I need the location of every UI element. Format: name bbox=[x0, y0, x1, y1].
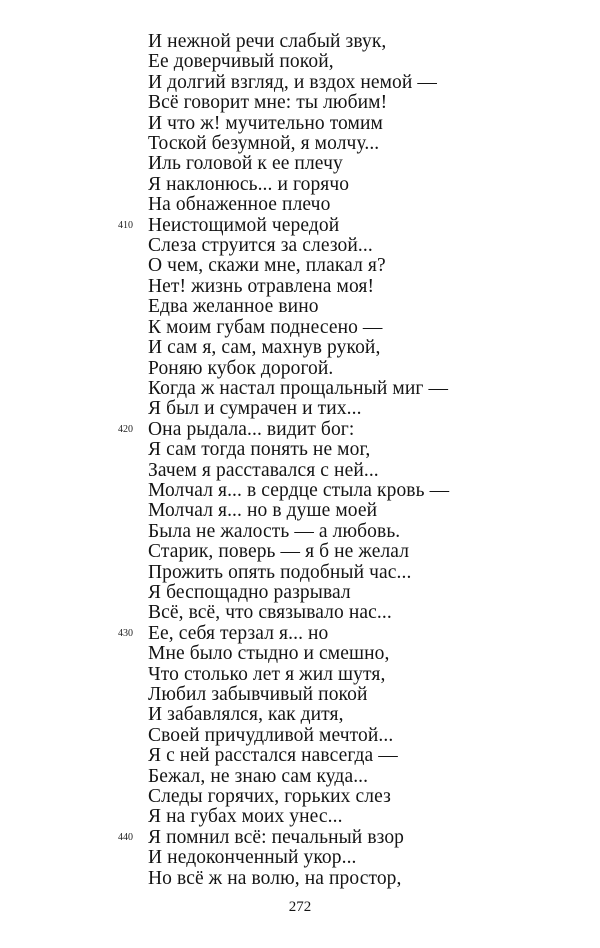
poem-line bbox=[148, 73, 568, 93]
poem-line-text: Иль головой к ее плечу bbox=[148, 153, 343, 175]
poem-line-text: Я сам тогда понять не мог, bbox=[148, 439, 371, 461]
poem-line bbox=[148, 359, 568, 379]
poem-line-text: Молчал я... но в душе моей bbox=[148, 500, 378, 522]
poem-line bbox=[148, 277, 568, 297]
poem-line-text: Бежал, не знаю сам куда... bbox=[148, 765, 369, 787]
poem-line-text: Тоской безумной, я молчу... bbox=[148, 133, 380, 155]
poem-line-text: И сам я, сам, махнув рукой, bbox=[148, 337, 381, 359]
poem-line bbox=[148, 154, 568, 174]
poem-line bbox=[148, 726, 568, 746]
poem-line-text: Что столько лет я жил шутя, bbox=[148, 663, 386, 685]
poem-line-text: Зачем я расставался с ней... bbox=[148, 459, 379, 481]
poem-line-text: И долгий взгляд, и вздох немой — bbox=[148, 71, 438, 93]
poem-line bbox=[148, 807, 568, 827]
poem-line bbox=[148, 297, 568, 317]
poem-line-text: Я на губах моих унес... bbox=[148, 806, 343, 828]
poem-line-text: Я с ней расстался навсегда — bbox=[148, 745, 398, 767]
poem-line bbox=[118, 826, 568, 848]
poem-line bbox=[148, 134, 568, 154]
poem-line-text: О чем, скажи мне, плакал я? bbox=[148, 255, 386, 277]
poem-line bbox=[148, 869, 568, 889]
poem-line bbox=[148, 379, 568, 399]
line-number: 410 bbox=[118, 219, 133, 231]
poem-line-text: Следы горячих, горьких слез bbox=[148, 786, 391, 808]
poem-line-text: Мне было стыдно и смешно, bbox=[148, 643, 390, 665]
poem-line-text: Прожить опять подобный час... bbox=[148, 561, 412, 583]
poem-line-text: Любил забывчивый покой bbox=[148, 684, 368, 705]
poem-line-text: И недоконченный укор... bbox=[148, 847, 357, 869]
poem-line-text: Своей причудливой мечтой... bbox=[148, 724, 394, 746]
poem-line bbox=[148, 665, 568, 685]
poem-line bbox=[148, 318, 568, 338]
poem-line bbox=[118, 214, 568, 236]
poem-line bbox=[148, 787, 568, 807]
line-number: 430 bbox=[118, 627, 133, 639]
poem-line-text: На обнаженное плечо bbox=[148, 194, 331, 216]
poem-line bbox=[148, 767, 568, 787]
poem-line bbox=[148, 399, 568, 419]
poem-line bbox=[148, 175, 568, 195]
poem-line bbox=[118, 418, 568, 440]
poem-line bbox=[148, 542, 568, 562]
page-number: 272 bbox=[288, 899, 312, 915]
poem-line bbox=[148, 685, 568, 705]
poem-line-text: Ее доверчивый покой, bbox=[148, 51, 334, 73]
poem-line-text: Нет! жизнь отравлена моя! bbox=[148, 275, 375, 297]
poem-line-text: Едва желанное вино bbox=[148, 296, 319, 318]
poem-line bbox=[148, 338, 568, 358]
poem-line bbox=[148, 563, 568, 583]
poem-line-text: И забавлялся, как дитя, bbox=[148, 704, 344, 726]
poem-line-text: Когда ж настал прощальный миг — bbox=[148, 377, 449, 399]
poem-line bbox=[148, 481, 568, 501]
poem-line bbox=[148, 644, 568, 664]
poem-line-text: Всё говорит мне: ты любим! bbox=[148, 92, 388, 114]
poem-line-text: Старик, поверь — я б не желал bbox=[148, 541, 410, 563]
line-number: 420 bbox=[118, 423, 133, 435]
poem-line bbox=[148, 440, 568, 460]
poem-line bbox=[148, 848, 568, 868]
poem-line bbox=[148, 32, 568, 52]
poem-line-text: Ее, себя терзал я... но bbox=[148, 622, 329, 644]
poem-line bbox=[148, 236, 568, 256]
poem-line bbox=[148, 501, 568, 521]
poem-line-text: Всё, всё, что связывало нас... bbox=[148, 602, 392, 624]
poem-line-text: Но всё ж на волю, на простор, bbox=[148, 867, 402, 889]
poem-line-text: И что ж! мучительно томим bbox=[148, 112, 383, 134]
poem-line bbox=[148, 195, 568, 215]
poem-line-text: Неистощимой чередой bbox=[148, 214, 340, 236]
poem-line bbox=[148, 603, 568, 623]
poem-line bbox=[148, 114, 568, 134]
poem-line bbox=[148, 746, 568, 766]
poem-line-text: Она рыдала... видит бог: bbox=[148, 418, 355, 440]
poem-line-text: Я беспощадно разрывал bbox=[148, 581, 351, 603]
poem-line-text: Молчал я... в сердце стыла кровь — bbox=[148, 479, 450, 501]
poem-line bbox=[148, 256, 568, 276]
poem-line bbox=[118, 622, 568, 644]
poem-line-text: Была не жалость — а любовь. bbox=[148, 520, 401, 542]
poem-line bbox=[148, 522, 568, 542]
poem-line bbox=[148, 93, 568, 113]
line-number: 440 bbox=[118, 831, 133, 843]
poem-line bbox=[148, 461, 568, 481]
poem-line-text: Роняю кубок дорогой. bbox=[148, 357, 334, 379]
poem-line bbox=[148, 52, 568, 72]
poem-line bbox=[148, 705, 568, 725]
poem-line-text: И нежной речи слабый звук, bbox=[148, 31, 387, 52]
poem-text bbox=[118, 31, 568, 889]
poem-line-text: Я был и сумрачен и тих... bbox=[148, 398, 362, 420]
poem-line-text: К моим губам поднесено — bbox=[148, 316, 383, 338]
poem-line-text: Слеза струится за слезой... bbox=[148, 235, 373, 257]
poem-line bbox=[148, 583, 568, 603]
poem-line-text: Я помнил всё: печальный взор bbox=[148, 826, 405, 848]
poem-line-text: Я наклонюсь... и горячо bbox=[148, 173, 350, 195]
